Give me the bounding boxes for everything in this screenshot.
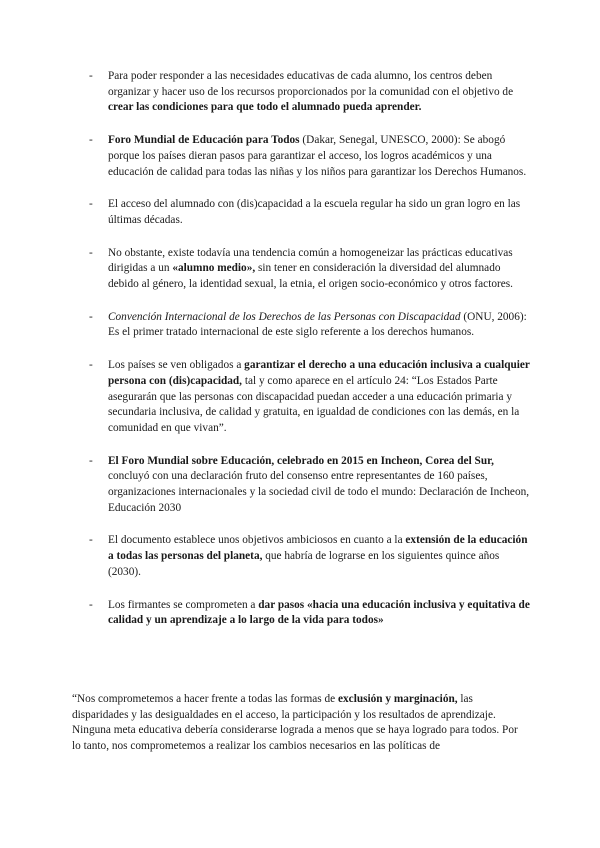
item-emphasis: «alumno medio», — [172, 262, 256, 275]
bullet-dash: - — [89, 70, 93, 82]
item-text: No obstante, existe todavía una tendencia común a homogeneizar las prácticas educativas dirigidas a un — [108, 246, 513, 275]
item-emphasis: El Foro Mundial sobre Educación, celebrado en 2015 en Incheon, Corea del Sur, — [108, 454, 494, 467]
item-text: El acceso del alumnado con (dis)capacidad a la escuela regular ha sido un gran logro en las últimas décadas. — [108, 198, 521, 226]
item-text: sin tener en consideración la diversidad del alumnado debido al género, la identidad sexual, la etnia, el origen socio-económico y otros factores. — [108, 262, 513, 291]
item-emphasis: crear las condiciones para que todo el alumnado pueda aprender. — [108, 101, 422, 114]
quote-text: las disparidades y las desigualdades en el acceso, la participación y los resultados de aprendizaje. Ninguna meta educativa debería considerarse lograda a menos que se haya logrado para todos. Por lo tanto, nos comprometemos a realizar los cambios necesarios en las políticas de — [72, 693, 518, 753]
item-text: (ONU, 2006): Es el primer tratado internacional de este siglo referente a los derechos humanos. — [108, 310, 527, 339]
item-emphasis: Foro Mundial de Educación para Todos — [108, 134, 300, 147]
item-emphasis: garantizar el derecho a una educación inclusiva a cualquier persona con (dis)capacidad, — [108, 359, 530, 387]
list-item-7 — [0, 454, 600, 517]
item-text: Los países se ven obligados a — [108, 359, 245, 372]
list-item-8 — [0, 533, 600, 580]
quote-paragraph — [72, 692, 528, 755]
quote-emphasis: exclusión y marginación, — [338, 693, 458, 705]
bullet-dash: - — [89, 359, 93, 372]
bullet-dash: - — [89, 198, 93, 211]
item-text: que habría de lograrse en los siguientes quince años (2030). — [108, 550, 500, 578]
list-item-5 — [0, 310, 600, 341]
quote-text: “Nos comprometemos a hacer frente a todas las formas de — [72, 693, 339, 705]
bullet-dash: - — [89, 598, 93, 611]
list-item-4 — [0, 246, 600, 293]
bullet-list — [0, 69, 600, 629]
bullet-dash: - — [89, 454, 93, 467]
list-item-2 — [0, 133, 600, 180]
item-text: El documento establece unos objetivos ambiciosos en cuanto a la — [108, 534, 406, 547]
item-emphasis: extensión de la educación a todas las personas del planeta, — [108, 534, 528, 563]
bullet-dash: - — [89, 310, 93, 323]
list-item-3 — [0, 197, 600, 228]
item-text: tal y como aparece en el artículo 24: “Los Estados Parte asegurarán que las personas con discapacidad puedan acceder a una educación primaria y secundaria inclusiva, de calidad y gratuita, en igualdad de condiciones con las demás, en la comunidad en que vivan”. — [108, 374, 520, 434]
item-text: Los firmantes se comprometen a — [108, 598, 259, 611]
list-item-1 — [0, 69, 600, 116]
bullet-dash: - — [89, 534, 93, 547]
item-text: Para poder responder a las necesidades educativas de cada alumno, los centros deben organizar y hacer uso de los recursos proporcionados por la comunidad con el objetivo de — [108, 70, 514, 98]
item-text: (Dakar, Senegal, UNESCO, 2000): Se abogó porque los países dieran pasos para garantizar el acceso, los logros académicos y una educación de calidad para todas las niñas y los niños para garantizar los Derechos Humanos. — [108, 134, 527, 178]
list-item-9 — [0, 598, 600, 629]
item-emphasis: dar pasos «hacia una educación inclusiva y equitativa de calidad y un aprendizaje a lo largo de la vida para todos» — [108, 598, 530, 627]
item-text: concluyó con una declaración fruto del consenso entre representantes de 160 países, organizaciones internacionales y la sociedad civil de todo el mundo: Declaración de Incheon, Educación 2030 — [108, 470, 530, 514]
list-item-6 — [0, 358, 600, 437]
bullet-dash: - — [89, 246, 93, 259]
bullet-dash: - — [89, 134, 93, 147]
item-italic-title: Convención Internacional de los Derechos de las Personas con Discapacidad — [108, 310, 461, 323]
